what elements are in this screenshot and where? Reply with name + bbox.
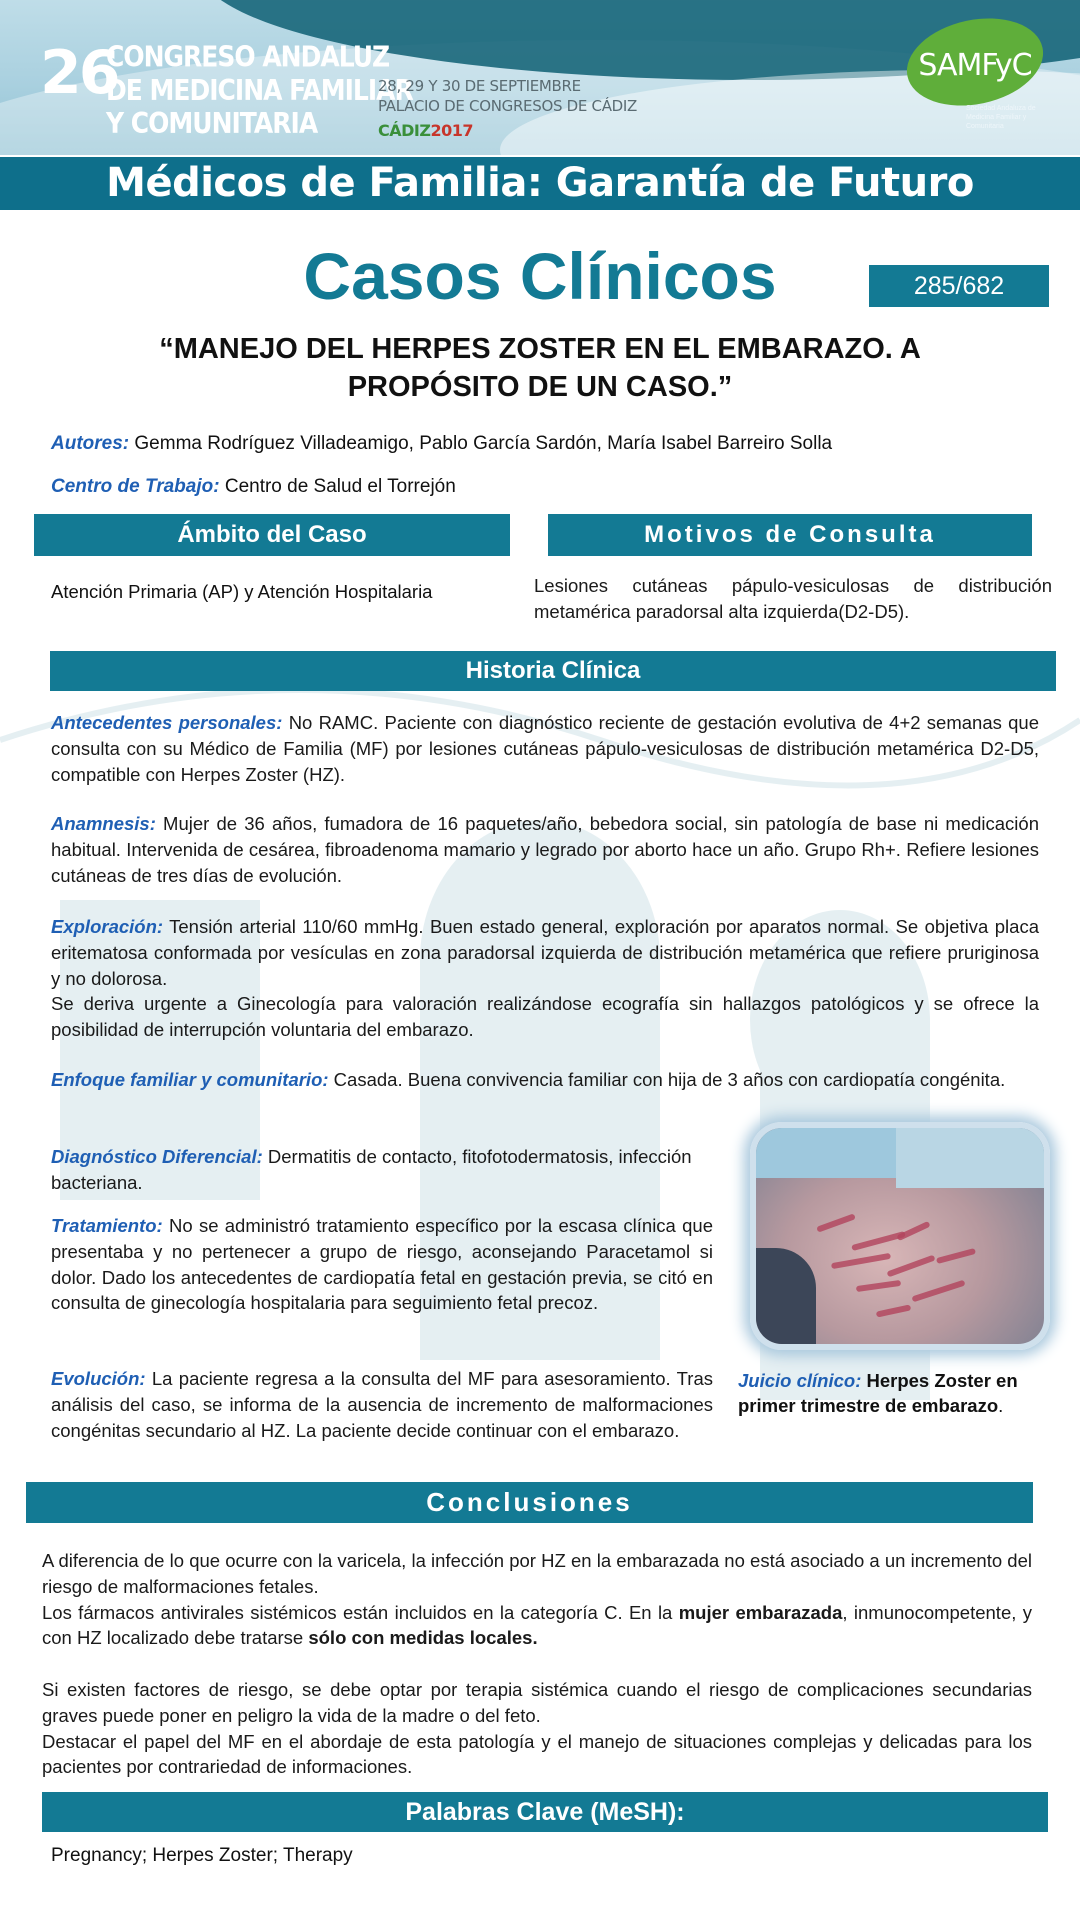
congress-city [378, 121, 473, 140]
antecedentes-text: No RAMC. Paciente con diagnóstico reciente de gestación evolutiva de 4+2 semanas que consulta con su Médico de Familia (MF) por lesiones cutáneas pápulo-vesiculosas de distribución metamérica D2-D5, compatible con Herpes Zoster (HZ). [51, 712, 1039, 785]
tratamiento-text: No se administró tratamiento específico por la escasa clínica que presentaba y no pertenecer a grupo de riesgo, aconsejando Paracetamol si dolor. Dado los antecedentes de cardiopatía fetal en gestación previa, se citó en consulta de ginecología hospitalaria para seguimiento fetal precoz. [51, 1215, 713, 1314]
year-text: 2017 [430, 121, 473, 140]
diagnostico-label: Diagnóstico Diferencial: [51, 1146, 263, 1167]
samfyc-logo-subtext: Sociedad Andaluza de Medicina Familiar y Comunitaria [966, 105, 1036, 130]
conclusion-paragraph [42, 1600, 1032, 1652]
evolucion-paragraph [51, 1366, 713, 1443]
tratamiento-label: Tratamiento: [51, 1215, 163, 1236]
congress-title [106, 40, 413, 140]
banner-title: Médicos de Familia: Garantía de Futuro [0, 155, 1080, 210]
city-text: CÁDIZ [378, 121, 431, 140]
page-title: Casos Clínicos [303, 239, 777, 313]
juicio-text: Herpes Zoster en primer trimestre de embarazo [738, 1370, 1018, 1416]
anamnesis-label: Anamnesis: [51, 813, 156, 834]
anamnesis-paragraph [51, 811, 1039, 888]
juicio-end: . [998, 1395, 1004, 1416]
conclusion-paragraph: Si existen factores de riesgo, se debe optar por terapia sistémica cuando el riesgo de complicaciones secundarias graves puede poner en peligro la vida de la madre o del feto. [42, 1678, 1032, 1726]
enfoque-text: Casada. Buena convivencia familiar con hija de 3 años con cardiopatía congénita. [328, 1069, 1006, 1090]
congress-number: 26 [40, 38, 118, 108]
herpes-zoster-photo [750, 1122, 1050, 1350]
tratamiento-paragraph [51, 1213, 713, 1316]
antecedentes-paragraph [51, 710, 1039, 787]
congress-title-line: CONGRESO ANDALUZ [106, 40, 390, 74]
conclusion-text: Los fármacos antivirales sistémicos están incluidos en la categoría C. En la [42, 1601, 679, 1623]
workplace-line [51, 476, 1051, 498]
evolucion-label: Evolución: [51, 1368, 146, 1389]
enfoque-paragraph [51, 1067, 1039, 1093]
conclusion-bold: mujer embarazada [678, 1601, 843, 1623]
venue-text: PALACIO DE CONGRESOS DE CÁDIZ [378, 97, 638, 115]
diagnostico-text: Dermatitis de contacto, fitofotodermatosis, infección bacteriana. [51, 1146, 692, 1193]
case-title [60, 330, 1020, 406]
congress-title-line: Y COMUNITARIA [106, 106, 318, 141]
authors-value: Gemma Rodríguez Villadeamigo, Pablo García Sardón, María Isabel Barreiro Solla [129, 433, 833, 454]
conclusiones-header: Conclusiones [26, 1482, 1033, 1523]
exploracion-text-2: Se deriva urgente a Ginecología para valoración realizándose ecografía sin hallazgos patológicos y se ofrece la posibilidad de interrupción voluntaria del embarazo. [51, 993, 1039, 1041]
ambito-header: Ámbito del Caso [34, 514, 510, 556]
juicio-clinico [738, 1368, 1070, 1418]
ambito-text: Atención Primaria (AP) y Atención Hospitalaria [51, 581, 433, 602]
conclusion-paragraph: A diferencia de lo que ocurre con la varicela, la infección por HZ en la embarazada no está asociado a un incremento del riesgo de malformaciones fetales. [42, 1550, 1032, 1597]
conclusiones-body [42, 1548, 1032, 1780]
samfyc-logo-text: SAMFyC [918, 48, 1032, 83]
exploracion-paragraph [51, 914, 1039, 1043]
palabras-clave-header: Palabras Clave (MeSH): [42, 1792, 1048, 1832]
workplace-label: Centro de Trabajo: [51, 476, 220, 497]
workplace-value: Centro de Salud el Torrejón [219, 476, 456, 497]
evolucion-text: La paciente regresa a la consulta del MF para asesoramiento. Tras análisis del caso, se informa de la ausencia de incremento de malformaciones congénitas secundario al HZ. La paciente decide continuar con el embarazo. [51, 1368, 713, 1441]
anamnesis-text: Mujer de 36 años, fumadora de 16 paquetes/año, bebedora social, sin patología de base ni medicación habitual. Intervenida de cesárea, fibroadenoma mamario y legrado por aborto hace un año. Grupo Rh+. Refiere lesiones cutáneas de tres días de evolución. [51, 813, 1039, 886]
congress-dates [378, 76, 637, 116]
enfoque-label: Enfoque familiar y comunitario: [51, 1069, 329, 1090]
juicio-label: Juicio clínico: [738, 1370, 862, 1391]
authors-label: Autores: [51, 433, 130, 454]
conclusion-paragraph: Destacar el papel del MF en el abordaje de esta patología y el manejo de situaciones complejas y delicadas para los pacientes por contrariedad de informaciones. [42, 1730, 1032, 1778]
diagnostico-paragraph [51, 1144, 713, 1196]
conclusion-text: , inmunocompetente, y con HZ localizado debe tratarse [42, 1601, 1032, 1649]
antecedentes-label: Antecedentes personales: [51, 712, 283, 733]
conclusion-bold: sólo con medidas locales. [308, 1627, 538, 1649]
exploracion-label: Exploración: [51, 916, 164, 937]
dates-text: 28, 29 Y 30 DE SEPTIEMBRE [378, 77, 581, 95]
authors-line [51, 433, 1051, 455]
historia-header: Historia Clínica [50, 651, 1056, 691]
case-title-line: “MANEJO DEL HERPES ZOSTER EN EL EMBARAZO. A [159, 333, 921, 365]
congress-title-line: DE MEDICINA FAMILIAR [106, 73, 413, 107]
case-number-badge: 285/682 [869, 265, 1049, 307]
motivos-text: Lesiones cutáneas pápulo-vesiculosas de distribución metamérica paradorsal alta izquierda(D2-D5). [534, 575, 1052, 622]
exploracion-text: Tensión arterial 110/60 mmHg. Buen estado general, exploración por aparatos normal. Se objetiva placa eritematosa conformada por vesículas en zona paradorsal izquierda de distribución metamérica que refiere pruriginosa y no dolorosa. [51, 916, 1039, 989]
motivos-header: Motivos de Consulta [548, 514, 1032, 556]
case-title-line: PROPÓSITO DE UN CASO.” [347, 371, 733, 403]
palabras-clave-text: Pregnancy; Herpes Zoster; Therapy [51, 1845, 353, 1866]
